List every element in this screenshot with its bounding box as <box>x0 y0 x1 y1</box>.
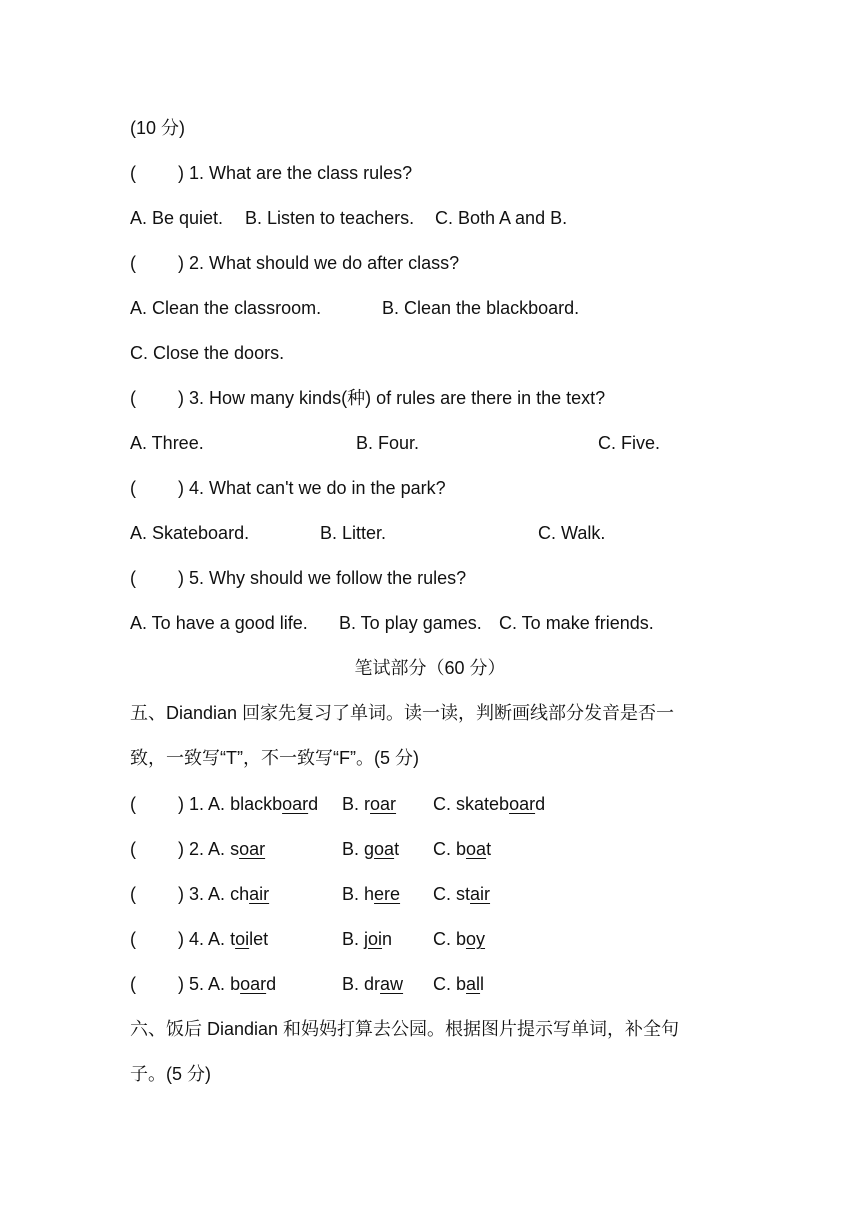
phonics-option-c <box>433 927 485 951</box>
option-a: A. To have a good life. <box>130 613 308 633</box>
underlined-letters: ere <box>374 884 401 904</box>
question-3 <box>130 386 605 410</box>
underlined-letters: oar <box>509 794 536 814</box>
option-b: B. Litter. <box>320 523 387 543</box>
option-label: C. <box>433 839 451 859</box>
word-prefix: skateb <box>456 794 510 814</box>
underlined-letters: air <box>470 884 491 904</box>
word-prefix: h <box>364 884 375 904</box>
option-a: A. Be quiet. <box>130 208 224 228</box>
option-label: A. <box>208 974 226 994</box>
item-number: 4. <box>189 929 205 949</box>
question-1 <box>130 161 412 185</box>
question-text: 4. What can't we do in the park? <box>189 478 446 498</box>
underlined-letters: oi <box>368 929 383 949</box>
word-prefix: blackb <box>230 794 283 814</box>
written-part-heading: 笔试部分（60 分） <box>354 658 506 678</box>
option-label: B. <box>342 974 360 994</box>
underlined-letters: oi <box>235 929 250 949</box>
answer-bracket-close: ) <box>178 388 184 408</box>
word-prefix: b <box>230 974 241 994</box>
option-c: C. Walk. <box>538 523 606 543</box>
word-prefix: r <box>364 794 371 814</box>
phonics-option-c <box>433 837 491 861</box>
underlined-letters: oar <box>240 974 267 994</box>
item-number: 5. <box>189 974 205 994</box>
option-label: C. <box>433 884 451 904</box>
word-prefix: b <box>456 839 467 859</box>
option-b: B. Clean the blackboard. <box>382 298 580 318</box>
section-5-instruction-line1: 五、Diandian 回家先复习了单词。读一读，判断画线部分发音是否一 <box>130 703 675 723</box>
question-text: 2. What should we do after class? <box>189 253 460 273</box>
phonics-option-b <box>342 882 400 906</box>
phonics-option-b <box>342 792 396 816</box>
option-label: B. <box>342 839 360 859</box>
word-suffix: d <box>308 794 319 814</box>
word-prefix: b <box>456 929 467 949</box>
question-text: 5. Why should we follow the rules? <box>189 568 467 588</box>
option-c: C. Five. <box>598 433 661 453</box>
underlined-letters: oy <box>466 929 486 949</box>
phonics-option-a <box>130 882 269 906</box>
word-suffix: l <box>480 974 485 994</box>
answer-bracket-close: ) <box>178 163 184 183</box>
word-suffix: d <box>266 974 277 994</box>
section-6-instruction-line1: 六、饭后 Diandian 和妈妈打算去公园。根据图片提示写单词，补全句 <box>130 1019 680 1039</box>
item-number: 1. <box>189 794 205 814</box>
question-5 <box>130 566 466 590</box>
answer-bracket-close: ) <box>178 929 184 949</box>
option-a: A. Clean the classroom. <box>130 298 322 318</box>
answer-bracket-open[interactable]: ( <box>130 974 136 994</box>
answer-bracket-close: ) <box>178 839 184 859</box>
phonics-option-a <box>130 837 265 861</box>
section-5-instruction-line2: 致，一致写“T”，不一致写“F”。(5 分) <box>130 748 419 768</box>
word-suffix: t <box>394 839 400 859</box>
answer-bracket-close: ) <box>178 974 184 994</box>
option-a: A. Three. <box>130 433 204 453</box>
option-label: B. <box>342 794 360 814</box>
word-prefix: dr <box>364 974 381 994</box>
phonics-option-b <box>342 972 403 996</box>
option-label: A. <box>208 929 226 949</box>
word-suffix: d <box>535 794 546 814</box>
option-label: C. <box>433 929 451 949</box>
underlined-letters: aw <box>380 974 404 994</box>
word-prefix: ch <box>230 884 250 904</box>
phonics-option-c <box>433 792 545 816</box>
answer-bracket-close: ) <box>178 568 184 588</box>
option-label: C. <box>433 974 451 994</box>
answer-bracket-open[interactable]: ( <box>130 478 136 498</box>
option-b: B. Listen to teachers. <box>245 208 415 228</box>
word-prefix: j <box>364 929 369 949</box>
section-score: (10 分) <box>130 118 186 138</box>
underlined-letters: oa <box>374 839 395 859</box>
word-prefix: t <box>230 929 236 949</box>
word-prefix: g <box>364 839 375 859</box>
answer-bracket-open[interactable]: ( <box>130 884 136 904</box>
underlined-letters: air <box>249 884 270 904</box>
answer-bracket-open[interactable]: ( <box>130 839 136 859</box>
phonics-option-c <box>433 972 484 996</box>
option-label: A. <box>208 839 226 859</box>
phonics-option-c <box>433 882 490 906</box>
option-label: B. <box>342 929 360 949</box>
option-label: A. <box>208 884 226 904</box>
word-prefix: st <box>456 884 471 904</box>
underlined-letters: oar <box>282 794 309 814</box>
question-text: 1. What are the class rules? <box>189 163 413 183</box>
phonics-option-b <box>342 927 392 951</box>
answer-bracket-open[interactable]: ( <box>130 388 136 408</box>
option-b: B. To play games. <box>339 613 482 633</box>
answer-bracket-close: ) <box>178 253 184 273</box>
option-label: B. <box>342 884 360 904</box>
item-number: 2. <box>189 839 205 859</box>
underlined-letters: al <box>466 974 481 994</box>
underlined-letters: oa <box>466 839 487 859</box>
word-suffix: let <box>249 929 269 949</box>
answer-bracket-open[interactable]: ( <box>130 929 136 949</box>
answer-bracket-open[interactable]: ( <box>130 794 136 814</box>
option-c: C. Both A and B. <box>435 208 568 228</box>
option-b: B. Four. <box>356 433 420 453</box>
question-4 <box>130 476 446 500</box>
section-6-instruction-line2: 子。(5 分) <box>130 1064 211 1084</box>
word-prefix: b <box>456 974 467 994</box>
option-a: A. Skateboard. <box>130 523 250 543</box>
question-2 <box>130 251 459 275</box>
option-label: A. <box>208 794 226 814</box>
phonics-option-a <box>130 927 268 951</box>
question-text: 3. How many kinds(种) of rules are there in the text? <box>189 388 606 408</box>
phonics-option-a <box>130 972 276 996</box>
underlined-letters: oar <box>370 794 397 814</box>
answer-bracket-close: ) <box>178 884 184 904</box>
word-suffix: n <box>382 929 393 949</box>
answer-bracket-open[interactable]: ( <box>130 568 136 588</box>
option-c: C. Close the doors. <box>130 343 285 363</box>
phonics-option-a <box>130 792 318 816</box>
option-c: C. To make friends. <box>499 613 654 633</box>
answer-bracket-open[interactable]: ( <box>130 253 136 273</box>
answer-bracket-close: ) <box>178 478 184 498</box>
answer-bracket-close: ) <box>178 794 184 814</box>
word-prefix: s <box>230 839 240 859</box>
word-suffix: t <box>486 839 492 859</box>
answer-bracket-open[interactable]: ( <box>130 163 136 183</box>
option-label: C. <box>433 794 451 814</box>
item-number: 3. <box>189 884 205 904</box>
underlined-letters: oar <box>239 839 266 859</box>
phonics-option-b <box>342 837 399 861</box>
